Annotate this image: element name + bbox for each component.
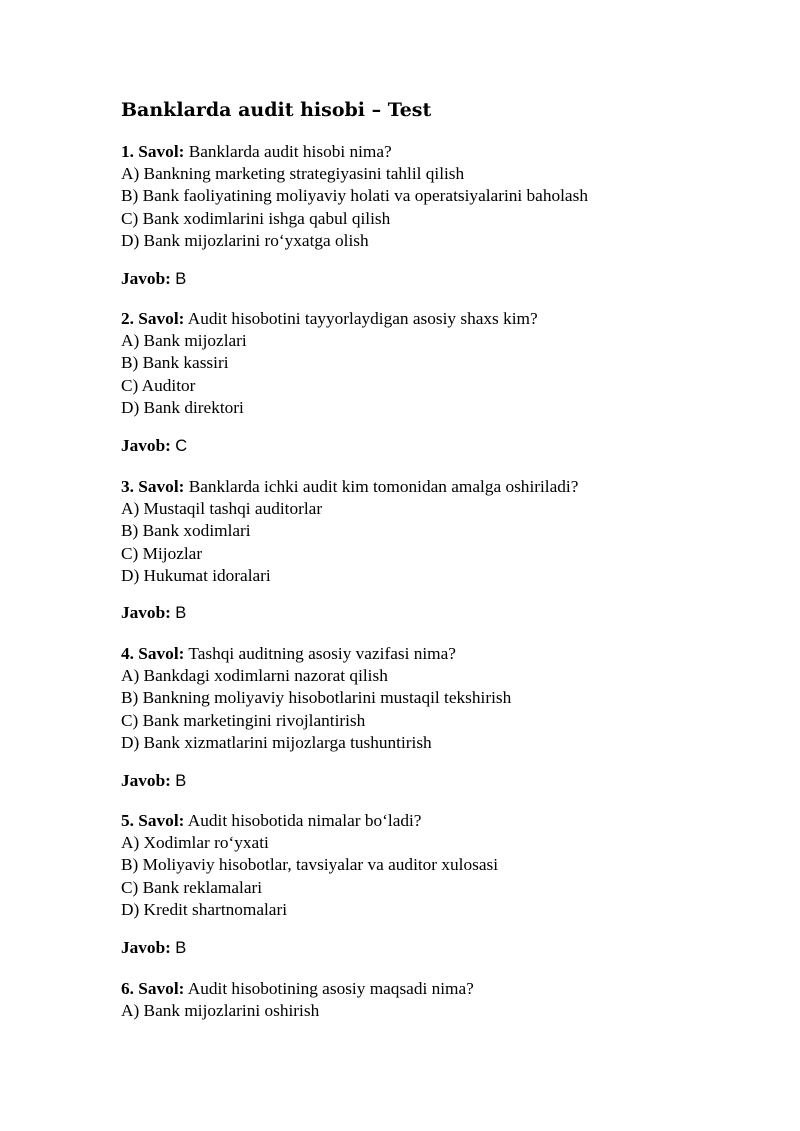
question-text: Banklarda audit hisobi nima? [188, 142, 392, 161]
option-a: A) Xodimlar ro‘yxati [121, 833, 269, 853]
answer-line [121, 268, 186, 290]
answer-label: Javob: [121, 436, 171, 455]
option-c: C) Bank reklamalari [121, 877, 263, 897]
answer-value: B [175, 604, 187, 622]
question-line [121, 643, 511, 665]
question-block [121, 810, 498, 921]
question-text: Audit hisobotida nimalar bo‘ladi? [187, 811, 422, 830]
option-c: C) Mijozlar [121, 543, 203, 563]
question-block [121, 141, 588, 252]
question-text: Tashqi auditning asosiy vazifasi nima? [188, 644, 456, 663]
answer-label: Javob: [121, 771, 171, 790]
question-number: 3. Savol: [121, 477, 185, 496]
answer-line [121, 770, 186, 792]
question-block [121, 308, 538, 419]
answer-line [121, 602, 186, 624]
document-title: Banklarda audit hisobi – Test [121, 99, 432, 121]
option-d: D) Hukumat idoralari [121, 565, 271, 585]
question-number: 2. Savol: [121, 309, 185, 328]
question-line [121, 308, 538, 330]
question-text: Banklarda ichki audit kim tomonidan amalga oshiriladi? [188, 477, 579, 496]
option-a: A) Bankning marketing strategiyasini tahlil qilish [121, 164, 465, 184]
question-line [121, 810, 498, 832]
answer-value: B [175, 939, 187, 957]
answer-value: B [175, 270, 187, 288]
question-line [121, 978, 474, 1000]
question-block [121, 476, 578, 587]
question-number: 4. Savol: [121, 644, 185, 663]
question-number: 5. Savol: [121, 811, 185, 830]
answer-line [121, 435, 187, 457]
option-b: B) Bank xodimlari [121, 521, 251, 541]
option-d: D) Bank mijozlarini ro‘yxatga olish [121, 230, 369, 250]
option-b: B) Bankning moliyaviy hisobotlarini mustaqil tekshirish [121, 688, 512, 708]
answer-line [121, 937, 186, 959]
question-number: 1. Savol: [121, 142, 185, 161]
option-d: D) Bank direktori [121, 397, 244, 417]
question-text: Audit hisobotini tayyorlaydigan asosiy shaxs kim? [187, 309, 538, 328]
option-c: C) Auditor [121, 375, 196, 395]
answer-label: Javob: [121, 269, 171, 288]
option-a: A) Bankdagi xodimlarni nazorat qilish [121, 666, 388, 686]
answer-label: Javob: [121, 603, 171, 622]
question-text: Audit hisobotining asosiy maqsadi nima? [187, 979, 474, 998]
option-a: A) Mustaqil tashqi auditorlar [121, 499, 323, 519]
option-a: A) Bank mijozlari [121, 331, 247, 351]
option-c: C) Bank marketingini rivojlantirish [121, 710, 366, 730]
question-block [121, 978, 474, 1022]
option-d: D) Kredit shartnomalari [121, 899, 288, 919]
option-c: C) Bank xodimlarini ishga qabul qilish [121, 208, 391, 228]
option-d: D) Bank xizmatlarini mijozlarga tushuntirish [121, 732, 432, 752]
question-line [121, 476, 578, 498]
option-b: B) Bank kassiri [121, 353, 229, 373]
answer-value: B [175, 772, 187, 790]
question-block [121, 643, 511, 754]
answer-value: C [175, 437, 188, 455]
question-number: 6. Savol: [121, 979, 185, 998]
option-b: B) Moliyaviy hisobotlar, tavsiyalar va auditor xulosasi [121, 855, 499, 875]
question-line [121, 141, 588, 163]
option-a: A) Bank mijozlarini oshirish [121, 1001, 320, 1021]
option-b: B) Bank faoliyatining moliyaviy holati va operatsiyalarini baholash [121, 186, 588, 206]
answer-label: Javob: [121, 938, 171, 957]
